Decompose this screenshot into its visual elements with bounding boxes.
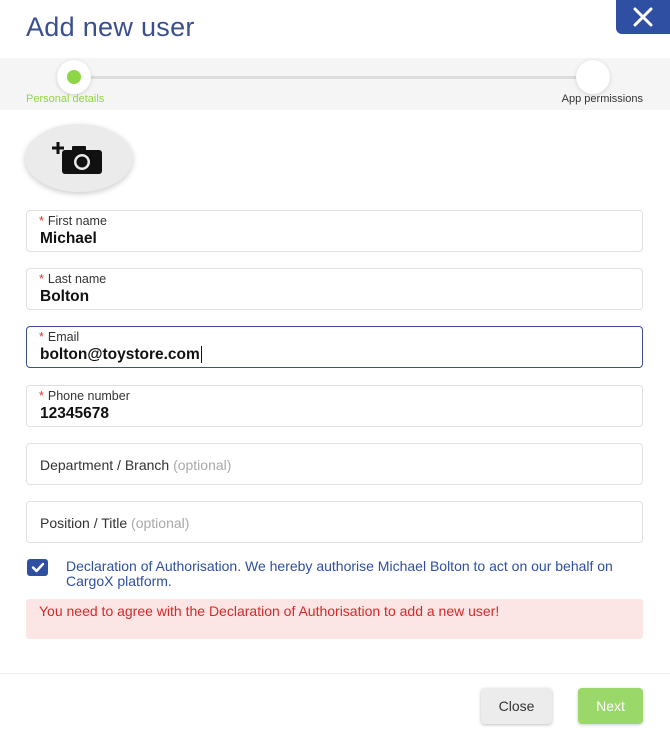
next-button[interactable]: Next xyxy=(578,688,643,724)
email-input-text: bolton@toystore.com xyxy=(40,346,200,363)
error-message: You need to agree with the Declaration of Authorisation to add a new user! xyxy=(26,599,643,639)
phone-number-input[interactable]: 12345678 xyxy=(40,405,109,422)
add-photo-camera-icon xyxy=(52,140,106,176)
dialog-header xyxy=(0,0,670,58)
declaration-checkbox[interactable] xyxy=(27,559,48,576)
close-button[interactable]: Close xyxy=(481,688,552,724)
declaration-text[interactable]: Declaration of Authorisation. We hereby authorise Michael Bolton to act on our behalf on CargoX platform. xyxy=(66,558,613,589)
progress-stepper xyxy=(0,58,670,110)
last-name-input[interactable]: Bolton xyxy=(40,288,90,305)
checkmark-icon xyxy=(31,562,45,573)
position-title-label: Position / Title xyxy=(40,515,128,531)
required-mark: * xyxy=(39,214,44,228)
text-caret xyxy=(201,346,202,363)
step-app-permissions-dot[interactable] xyxy=(576,60,610,94)
last-name-field[interactable] xyxy=(26,268,643,310)
optional-hint: (optional) xyxy=(131,515,190,531)
last-name-label: Last name xyxy=(47,272,107,286)
department-branch-label: Department / Branch xyxy=(40,457,170,473)
stepper-track xyxy=(74,76,594,79)
email-label: Email xyxy=(47,330,80,344)
required-mark: * xyxy=(39,272,44,286)
required-mark: * xyxy=(39,389,44,403)
step-app-permissions-label: App permissions xyxy=(561,93,643,105)
optional-hint: (optional) xyxy=(173,457,232,473)
position-title-field[interactable] xyxy=(26,501,643,543)
step-personal-details-dot[interactable] xyxy=(57,60,91,94)
dialog-title: Add new user xyxy=(26,12,195,42)
close-dialog-button[interactable] xyxy=(616,0,670,34)
first-name-field[interactable] xyxy=(26,210,643,252)
first-name-label: First name xyxy=(47,214,107,228)
footer-divider xyxy=(0,673,670,674)
first-name-input[interactable]: Michael xyxy=(40,230,97,247)
close-icon xyxy=(632,6,654,28)
email-field[interactable] xyxy=(26,326,643,368)
department-branch-field[interactable] xyxy=(26,443,643,485)
add-photo-button[interactable] xyxy=(25,124,133,192)
phone-number-label: Phone number xyxy=(47,389,130,403)
required-mark: * xyxy=(39,330,44,344)
email-input[interactable] xyxy=(40,346,630,364)
step-personal-details-label: Personal details xyxy=(26,93,105,105)
phone-number-field[interactable] xyxy=(26,385,643,427)
